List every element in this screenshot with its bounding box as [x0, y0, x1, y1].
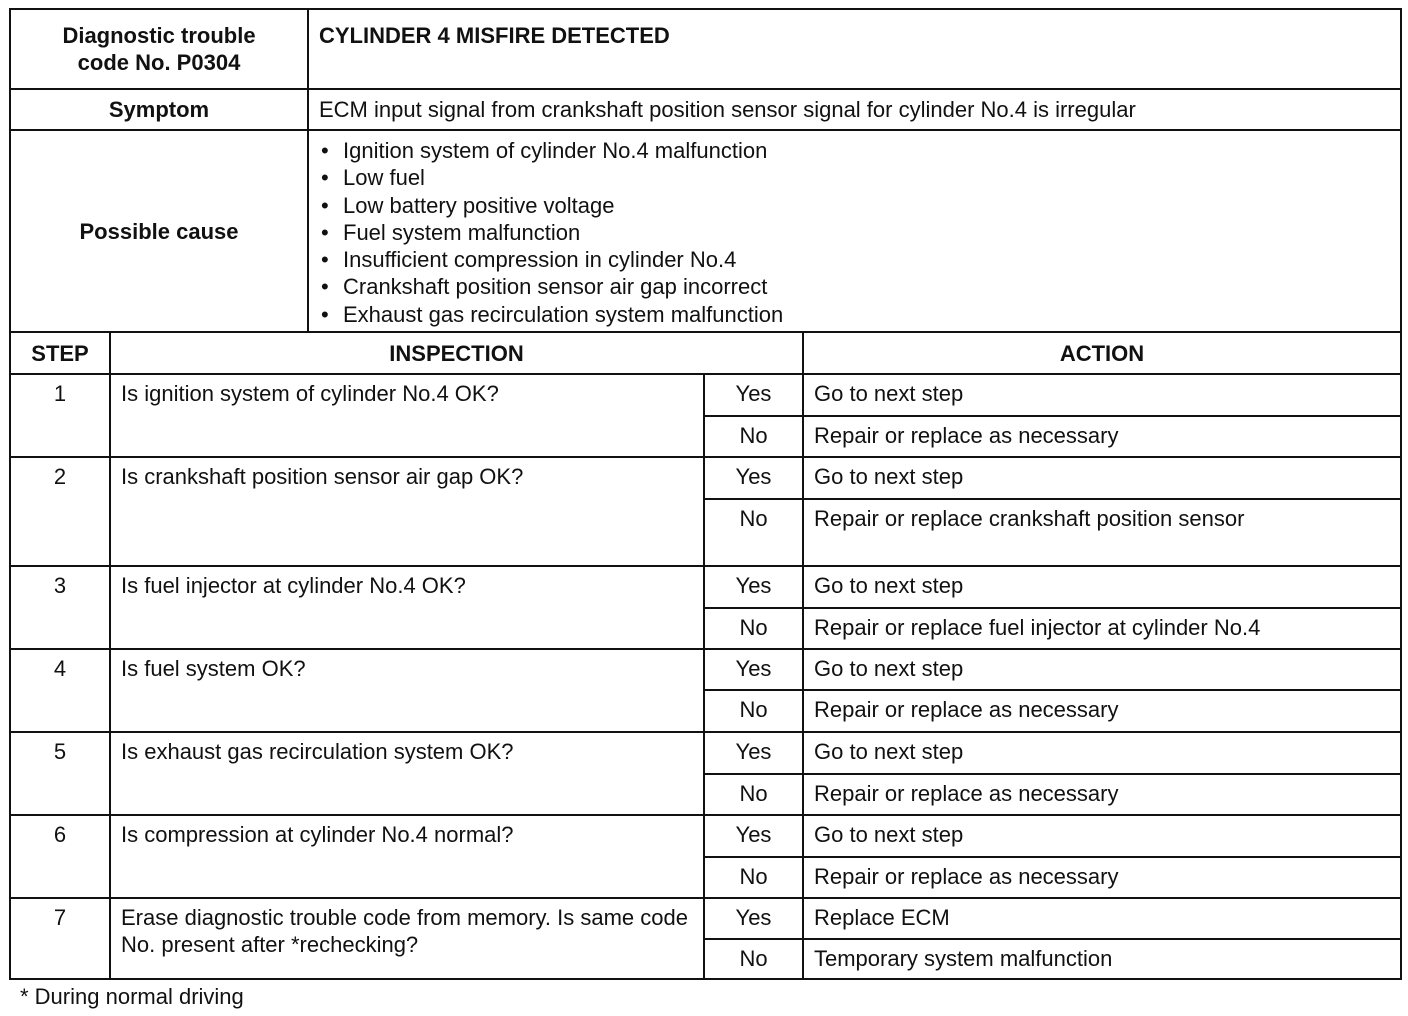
- no-label: No: [704, 690, 803, 732]
- step-number: 2: [10, 457, 110, 566]
- cause-cell: [308, 130, 1401, 332]
- step-inspection: Erase diagnostic trouble code from memory. Is same code No. present after *rechecking?: [110, 898, 704, 979]
- no-label: No: [704, 608, 803, 649]
- yes-label: Yes: [704, 898, 803, 939]
- yes-label: Yes: [704, 374, 803, 416]
- step-row: [10, 374, 1401, 416]
- step-header: STEP: [10, 332, 110, 374]
- cause-item: • Insufficient compression in cylinder No.4: [319, 246, 1390, 273]
- yes-label: Yes: [704, 732, 803, 774]
- yes-action: Go to next step: [803, 457, 1401, 499]
- step-number: 7: [10, 898, 110, 979]
- no-label: No: [704, 857, 803, 898]
- yes-action: Go to next step: [803, 566, 1401, 608]
- cause-row: [10, 130, 1401, 332]
- yes-label: Yes: [704, 815, 803, 857]
- step-number: 5: [10, 732, 110, 815]
- step-number: 3: [10, 566, 110, 649]
- no-label: No: [704, 939, 803, 979]
- step-number: 6: [10, 815, 110, 898]
- step-row: [10, 815, 1401, 857]
- column-header-row: [10, 332, 1401, 374]
- yes-label: Yes: [704, 566, 803, 608]
- footnote: * During normal driving: [20, 984, 244, 1009]
- no-label: No: [704, 774, 803, 815]
- action-header: ACTION: [803, 332, 1401, 374]
- no-label: No: [704, 499, 803, 566]
- cause-item: • Low battery positive voltage: [319, 192, 1390, 219]
- yes-label: Yes: [704, 649, 803, 690]
- dtc-label: Diagnostic trouble code No. P0304: [10, 9, 308, 89]
- step-row: [10, 649, 1401, 690]
- no-action: Repair or replace crankshaft position sensor: [803, 499, 1401, 566]
- cause-item: • Ignition system of cylinder No.4 malfunction: [319, 137, 1390, 164]
- yes-action: Go to next step: [803, 815, 1401, 857]
- no-action: Repair or replace as necessary: [803, 774, 1401, 815]
- step-inspection: Is exhaust gas recirculation system OK?: [110, 732, 704, 815]
- step-row: [10, 457, 1401, 499]
- dtc-title: CYLINDER 4 MISFIRE DETECTED: [308, 9, 1401, 89]
- inspection-header: INSPECTION: [110, 332, 803, 374]
- no-action: Repair or replace as necessary: [803, 690, 1401, 732]
- step-inspection: Is crankshaft position sensor air gap OK?: [110, 457, 704, 566]
- yes-action: Replace ECM: [803, 898, 1401, 939]
- step-inspection: Is compression at cylinder No.4 normal?: [110, 815, 704, 898]
- no-action: Repair or replace as necessary: [803, 857, 1401, 898]
- cause-item: • Exhaust gas recirculation system malfunction: [319, 301, 1390, 328]
- symptom-row: [10, 89, 1401, 130]
- dtc-row: [10, 9, 1401, 89]
- step-row: [10, 898, 1401, 939]
- no-action: Repair or replace fuel injector at cylinder No.4: [803, 608, 1401, 649]
- symptom-label: Symptom: [10, 89, 308, 130]
- cause-item: • Crankshaft position sensor air gap incorrect: [319, 273, 1390, 300]
- cause-item: • Fuel system malfunction: [319, 219, 1390, 246]
- yes-action: Go to next step: [803, 374, 1401, 416]
- cause-list: [319, 131, 1390, 328]
- step-inspection: Is ignition system of cylinder No.4 OK?: [110, 374, 704, 457]
- diagnostic-table: [9, 8, 1402, 980]
- step-inspection: Is fuel system OK?: [110, 649, 704, 732]
- yes-action: Go to next step: [803, 732, 1401, 774]
- cause-label: Possible cause: [10, 130, 308, 332]
- no-label: No: [704, 416, 803, 457]
- step-number: 4: [10, 649, 110, 732]
- symptom-text: ECM input signal from crankshaft position sensor signal for cylinder No.4 is irregular: [308, 89, 1401, 130]
- yes-label: Yes: [704, 457, 803, 499]
- yes-action: Go to next step: [803, 649, 1401, 690]
- step-number: 1: [10, 374, 110, 457]
- cause-item: • Low fuel: [319, 164, 1390, 191]
- no-action: Repair or replace as necessary: [803, 416, 1401, 457]
- step-row: [10, 732, 1401, 774]
- step-row: [10, 566, 1401, 608]
- step-inspection: Is fuel injector at cylinder No.4 OK?: [110, 566, 704, 649]
- no-action: Temporary system malfunction: [803, 939, 1401, 979]
